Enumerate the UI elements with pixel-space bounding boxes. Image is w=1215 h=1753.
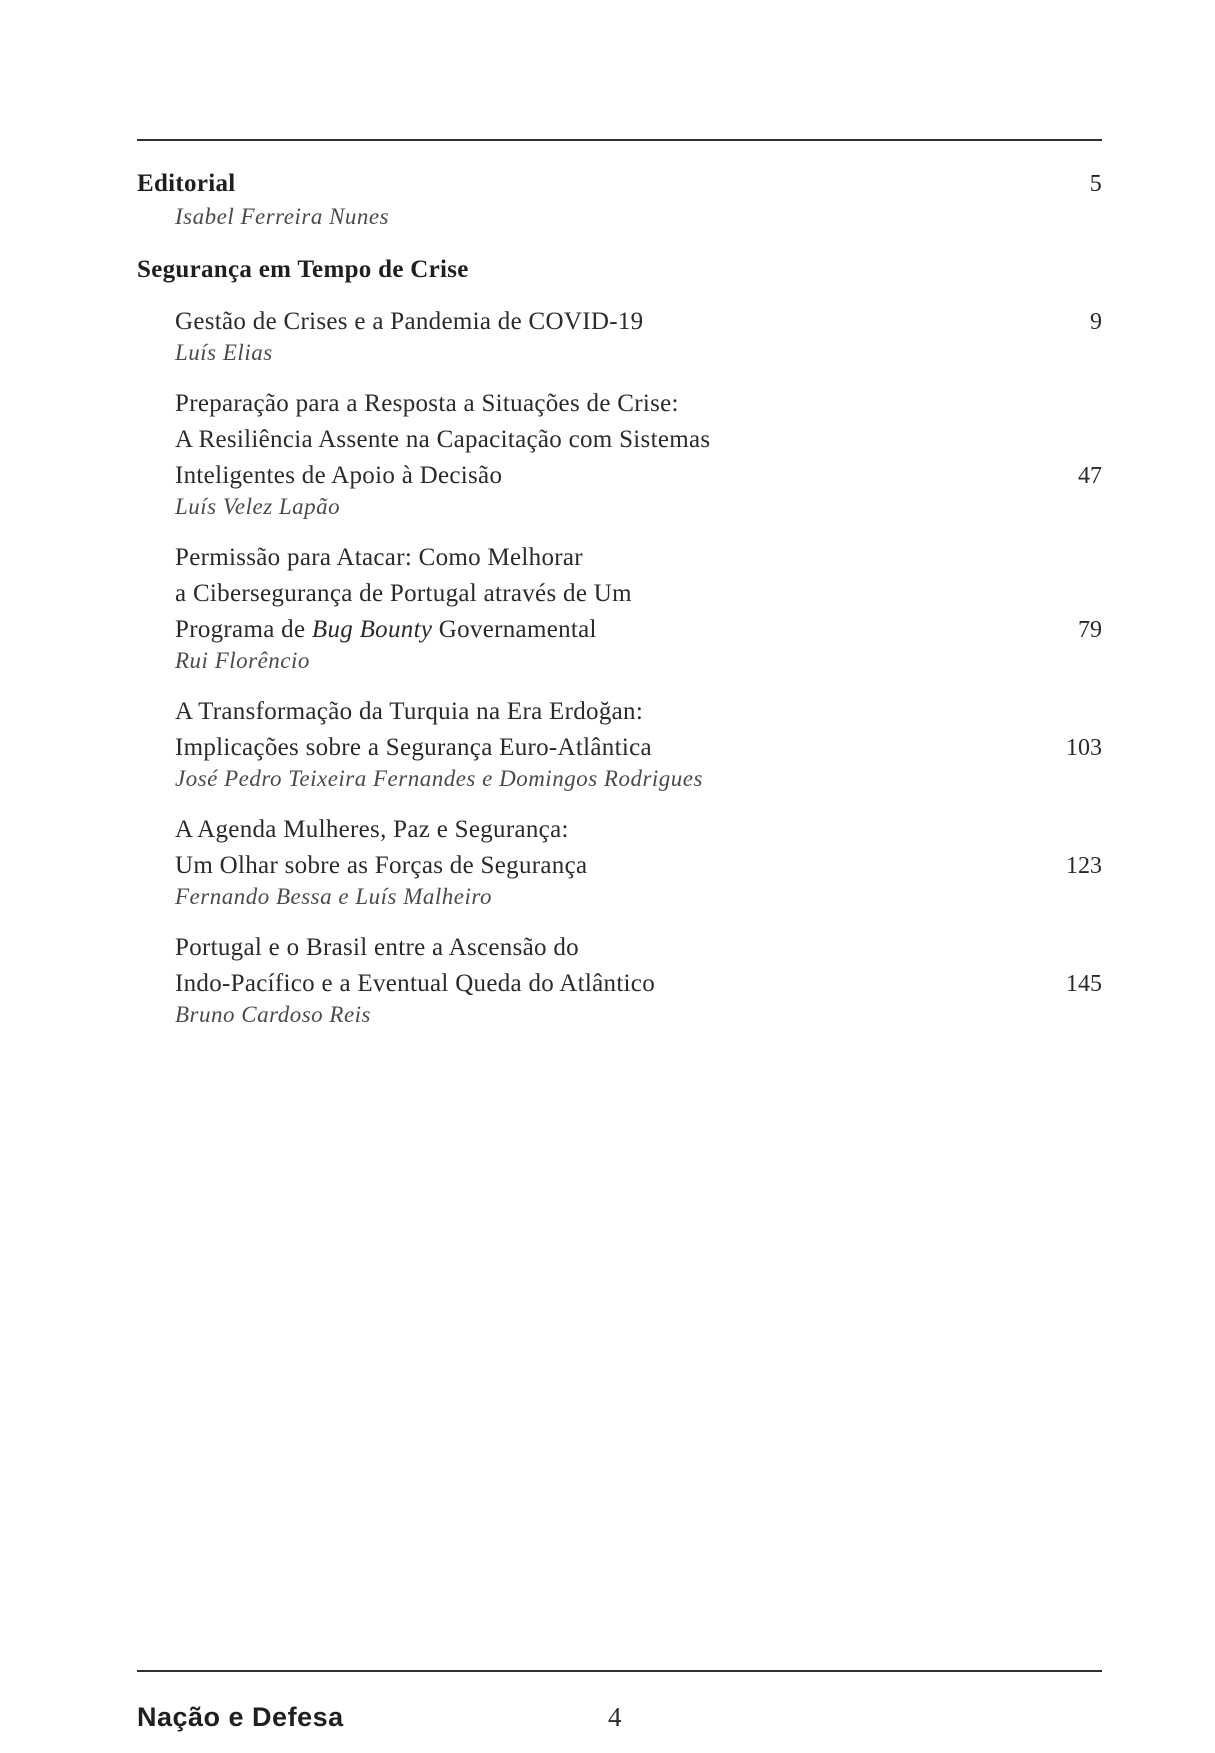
entry-title-text: Governamental bbox=[432, 616, 597, 643]
entry-title-line: Inteligentes de Apoio à Decisão bbox=[175, 462, 503, 489]
entry-title bbox=[175, 304, 643, 340]
entry-title-line: Preparação para a Resposta a Situações de Crise: bbox=[175, 390, 679, 417]
entry-title-text: Programa de bbox=[175, 616, 312, 643]
entry-author: Bruno Cardoso Reis bbox=[175, 1002, 371, 1027]
entry-author: José Pedro Teixeira Fernandes e Domingos Rodrigues bbox=[175, 766, 703, 791]
toc-entry[interactable] bbox=[137, 304, 1102, 366]
entry-page: 103 bbox=[1066, 735, 1102, 761]
entry-title-italic: Bug Bounty bbox=[311, 616, 433, 643]
entry-title-line: Permissão para Atacar: Como Melhorar bbox=[175, 544, 583, 571]
table-of-contents bbox=[137, 170, 1102, 1028]
entry-title-line: Indo-Pacífico e a Eventual Queda do Atlântico bbox=[175, 970, 656, 997]
editorial-page: 5 bbox=[1089, 171, 1102, 197]
entry-title-line: Um Olhar sobre as Forças de Segurança bbox=[175, 852, 588, 879]
entry-page: 9 bbox=[1090, 309, 1102, 335]
entry-title-line: a Cibersegurança de Portugal através de Um bbox=[175, 580, 632, 607]
entry-title bbox=[175, 930, 655, 1002]
section-heading: Segurança em Tempo de Crise bbox=[137, 256, 469, 283]
entry-title-line bbox=[175, 612, 632, 648]
journal-name: Nação e Defesa bbox=[137, 1702, 344, 1732]
entry-title-line: A Resiliência Assente na Capacitação com Sistemas bbox=[175, 426, 711, 453]
entry-title bbox=[175, 540, 632, 648]
entry-title bbox=[175, 694, 652, 766]
entry-author: Luís Velez Lapão bbox=[175, 494, 341, 519]
entry-title-line: A Agenda Mulheres, Paz e Segurança: bbox=[175, 816, 569, 843]
entry-author: Rui Florêncio bbox=[175, 648, 310, 673]
entry-title-line: A Transformação da Turquia na Era Erdoğan: bbox=[175, 698, 644, 725]
entry-page: 47 bbox=[1078, 463, 1102, 489]
toc-entry[interactable] bbox=[137, 386, 1102, 520]
page-footer bbox=[137, 1702, 1102, 1742]
entry-title-line: Implicações sobre a Segurança Euro-Atlântica bbox=[175, 734, 652, 761]
editorial-label: Editorial bbox=[137, 170, 236, 197]
entry-author: Fernando Bessa e Luís Malheiro bbox=[175, 884, 492, 909]
toc-entry[interactable] bbox=[137, 812, 1102, 910]
entry-title-line: Gestão de Crises e a Pandemia de COVID-19 bbox=[175, 308, 644, 335]
top-rule bbox=[137, 139, 1102, 141]
toc-entry[interactable] bbox=[137, 930, 1102, 1028]
entry-author: Luís Elias bbox=[175, 340, 273, 365]
toc-entry[interactable] bbox=[137, 694, 1102, 792]
entry-page: 123 bbox=[1066, 853, 1102, 879]
bottom-rule bbox=[137, 1670, 1102, 1672]
entry-page: 145 bbox=[1066, 971, 1102, 997]
toc-entry[interactable] bbox=[137, 540, 1102, 674]
entry-title-line: Portugal e o Brasil entre a Ascensão do bbox=[175, 934, 579, 961]
editorial-author: Isabel Ferreira Nunes bbox=[175, 204, 390, 229]
entry-title bbox=[175, 386, 710, 494]
entry-title bbox=[175, 812, 587, 884]
toc-editorial[interactable] bbox=[137, 170, 1102, 198]
entry-page: 79 bbox=[1078, 617, 1102, 643]
page-number: 4 bbox=[608, 1702, 622, 1732]
